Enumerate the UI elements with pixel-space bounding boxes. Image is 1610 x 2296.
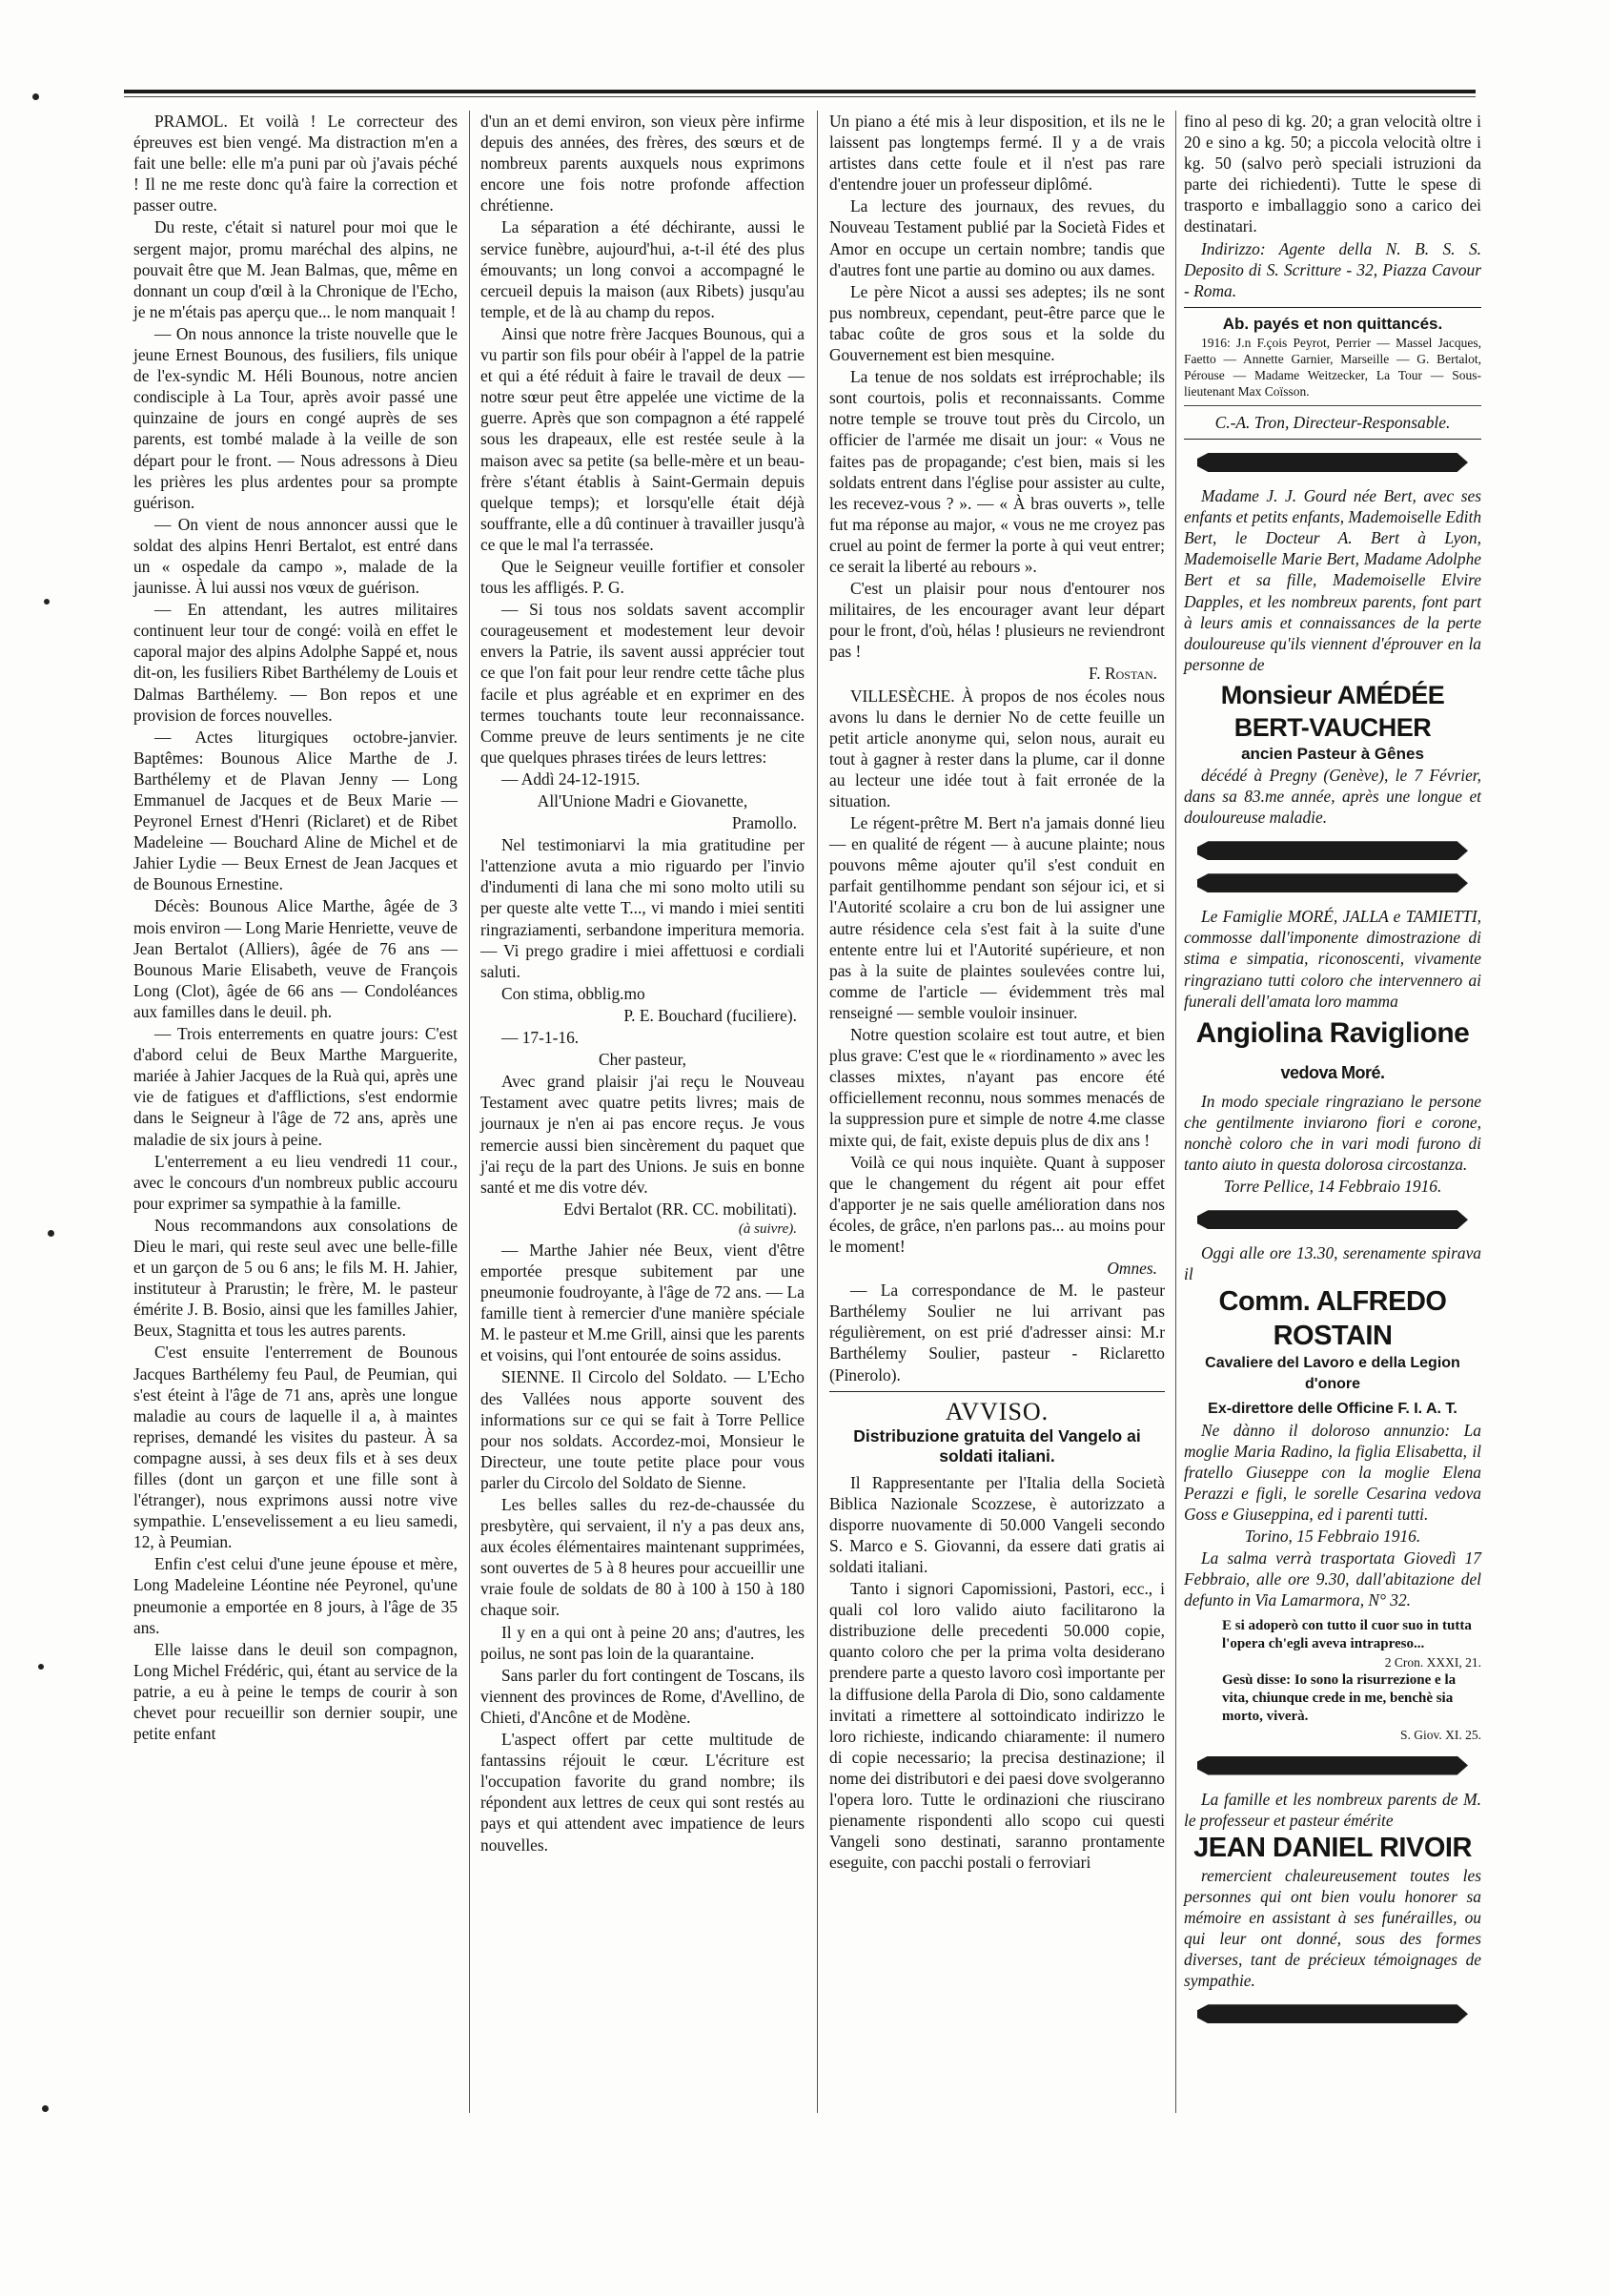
paragraph: — Si tous nos soldats savent accomplir courageusement et modestement leur devoir envers la Patrie, ils savent aussi apprécier tout ce que l'on fait pour leur rendre cette tâche plus facile et plus agréable et en exprimer en des termes touchants toute leur reconnaissance. Comme preuve de leurs sentiments je ne cite que quelques phrases tirées de leurs lettres: [480,600,805,767]
notice-role: ancien Pasteur à Gênes [1241,744,1424,763]
avviso-subtitle: Distribuzione gratuita del Vangelo ai soldati italiani. [853,1425,1141,1466]
margin-speck [48,1230,54,1237]
bible-reference: 2 Cron. XXXI, 21. [1384,1654,1481,1670]
paragraph: Avec grand plaisir j'ai reçu le Nouveau Testament avec quatre petits livres; mais de journaux je n'en ai pas encore reçus. Je vous remercie aussi bien sincèrement du paquet que j'ai reçu de la part des Unions. Je suis en bonne santé et me dis votre dév. [480,1072,805,1197]
notice-funeral: La salma verrà trasportata Giovedì 17 Febbraio, alle ore 9.30, dall'abitazione del defunto in Via Lamarmora, N° 32. [1184,1548,1481,1610]
paragraph: Que le Seigneur veuille fortifier et consoler tous les affligés. P. G. [480,556,805,598]
paragraph: — Marthe Jahier née Beux, vient d'être emportée presque subitement par une pneumonie foudroyante, à l'âge de 72 ans. — La famille tient à remercier d'une manière spéciale M. le pasteur et M.me Grill, ainsi que les parents et voisins, qui l'ont entourée de soins assidus. [480,1240,805,1365]
notice-name: JEAN DANIEL RIVOIR [1193,1832,1472,1863]
margin-speck [38,1664,44,1670]
bible-verse: E si adoperò con tutto il cuor suo in tutta l'opera ch'egli aveva intrapreso... [1222,1617,1472,1651]
paragraph: PRAMOL. Et voilà ! Le correcteur des épreuves est bien vengé. Ma distraction m'en a fait une belle: elle m'a puni par où j'avais péché ! Il ne me reste donc qu'à faire la correction et passer outre. [133,112,458,215]
notice-intro: Madame J. J. Gourd née Bert, avec ses enfants et petits enfants, Mademoiselle Edith Bert, le Docteur A. Bert à Lyon, Mademoiselle Marie Bert, Madame Adolphe Bert et sa fille, Mademoiselle Elvire Dapples, et les nombreux parents, font part à leurs amis et connaissances de la perte douloureuse qu'ils viennent d'éprouver en la personne de [1184,486,1482,674]
section-rule [829,1391,1165,1392]
letter-signature: P. E. Bouchard (fuciliere). [623,1005,797,1025]
to-be-continued: (à suivre). [738,1220,797,1237]
notice-name-suffix: vedova Moré. [1280,1062,1385,1082]
mourning-bar [1197,873,1468,892]
notice-title: Cavaliere del Lavoro e della Legion d'onore [1205,1355,1460,1393]
bible-verse: Gesù disse: Io sono la risurrezione e la vita, chiunque crede in me, benchè sia morto, viverà. [1222,1671,1457,1724]
column-3 [829,111,1165,1873]
notice-body: Ne dànno il doloroso annunzio: La moglie Maria Radino, la figlia Elisabetta, il fratello Giuseppe con la moglie Elena Perazzi e figli, le sorelle Cesarina vedova Goss e Giuseppina, ed i parenti tutti. [1184,1420,1481,1525]
paragraph: Ainsi que notre frère Jacques Bounous, qui a vu partir son fils pour obéir à l'appel de la patrie et qui a été réduit à faire le travail de deux — notre sœur peut être appelée une victime de la guerre. Après que son compagnon a été rappelé sous les drapeaux, elle est restée seule à la maison avec sa petite (sa belle-mère et un beau-frère s'étant établis à Saint-Germain depuis quelque temps); et lorsqu'elle était déjà souffrante, elle a dû continuer à travailler jusqu'à ce que le mal l'a terrassée. [480,323,805,554]
mourning-bar [1197,841,1468,860]
subscriptions-list: 1916: J.n F.çois Peyrot, Perrier — Massel Jacques, Faetto — Annette Garnier, Marseille — G. Bertalot, Pérouse — Madame Weitzecker, La Tour — Sous-lieutenant Max Coïsson. [1184,335,1481,399]
column-divider [1175,111,1176,2113]
paragraph: Tanto i signori Capomissioni, Pastori, ecc., i quali col loro valido aiuto facilitarono la distribuzione delle precedenti 50.000 copie, quanto coloro che per la prima volta desiderano prendere parte a questo lavoro così importante per la diffusione della Parola di Dio, sono caldamente invitati a rimettere al sottoindicato indirizzo le loro richieste, indicando chiaramente: il numero di copie necessario; la precisa destinazione; il nome dei distributori e dei paesi dove svolgeranno l'opera loro. Tutte le ordinazioni che riuscirano pienamente rispondenti allo scopo cui questi Vangeli sono destinati, saranno prontamente eseguite, con pacchi postali o ferroviari [829,1579,1165,1873]
paragraph: Voilà ce qui nous inquiète. Quant à supposer que le changement du régent ait pour effet d'apporter je ne sais quelle amélioration dans nos écoles, de grâce, n'en parlons pas... au moins pour le moment! [829,1152,1165,1256]
letter-closing: Con stima, obblig.mo [501,983,645,1003]
paragraph: Il Rappresentante per l'Italia della Società Biblica Nazionale Scozzese, è autorizzato a disporre nuovamente di 50.000 Vangeli secondo S. Marco e S. Giovanni, da essere dati gratis ai soldati italiani. [829,1472,1165,1576]
letter-salutation: Cher pasteur, [598,1050,687,1070]
avviso-title: AVVISO. [945,1397,1050,1425]
paragraph: Enfin c'est celui d'une jeune épouse et mère, Long Madeleine Léontine née Peyronel, qu'une pneumonie a emportée en 8 jours, à l'âge de 35 ans. [133,1554,458,1637]
address: Indirizzo: Agente della N. B. S. S. Deposito di S. Scritture - 32, Piazza Cavour - Roma. [1184,238,1481,300]
director-line: C.-A. Tron, Directeur-Responsable. [1214,412,1451,432]
notice-role: Ex-direttore delle Officine F. I. A. T. [1208,1400,1457,1417]
margin-speck [32,93,39,100]
notice-name: Comm. ALFREDO ROSTAIN [1218,1286,1447,1352]
section-rule [1184,307,1481,308]
paragraph: Elle laisse dans le deuil son compagnon, Long Michel Frédéric, qui, étant au service de la patrie, a eu à peine le temps de courir à son chevet pour recueillir son dernier soupir, une petite enfant [133,1639,458,1744]
paragraph: Le père Nicot a aussi ses adeptes; ils ne sont pus nombreux, cependant, peut-être parce que le tabac coûte de gros sous et la solde du Gouvernement est bien mesquine. [829,281,1165,365]
mourning-bar [1197,1210,1468,1229]
paragraph: Nel testimoniarvi la mia gratitudine per l'attenzione avuta a mio riguardo per l'invio d'indumenti di lana che mi sono molto utili su per queste alte vette T..., vi mando i miei sentiti ringraziamenti, serbandone imperitura memoria. — Vi prego gradire i miei affettuosi e cordiali saluti. [480,835,805,981]
mourning-bar [1197,1756,1468,1775]
paragraph: La lecture des journaux, des revues, du Nouveau Testament publié par la Società Fides et Amor en occupe un certain nombre; tandis que d'autres font une partie au domino ou aux dames. [829,196,1165,279]
column-1 [133,111,458,1744]
paragraph: C'est ensuite l'enterrement de Bounous Jacques Barthélemy feu Paul, de Peumian, qui s'est éteint à l'âge de 71 ans, après une longue maladie au cours de laquelle il a, à maintes reprises, demandé les visites du pasteur. À sa compagne aussi, à ses deux fils et à ses deux filles (dont un garçon et une fille sont à l'étranger), nous exprimons aussi notre vive sympathie. L'ensevelissement a eu lieu samedi, 12, à Peumian. [133,1343,458,1552]
paragraph: Du reste, c'était si naturel pour moi que le sergent major, promu maréchal des alpins, ne pouvait être que M. Jean Balmas, que, même en donnant un coup d'œil à la Chronique de l'Echo, je ne m'étais pas aperçu que... le nom manquait ! [133,217,458,321]
column-2 [480,111,805,1855]
notice-intro: Le Famiglie MORÉ, JALLA e TAMIETTI, commosse dall'imponente dimostrazione di stima e simpatia, riconoscenti, vivamente ringraziano tutti coloro che intervennero ai funerali dell'amata loro mamma [1184,907,1481,1011]
section-rule [1184,405,1481,406]
notice-tail: décédé à Pregny (Genève), le 7 Février, dans sa 83.me année, après une longue et douloureuse maladie. [1184,765,1481,828]
paragraph: d'un an et demi environ, son vieux père infirme depuis des années, des frères, des sœurs et de nombreux parents auxquels nous exprimons encore une fois notre profonde affection chrétienne. [480,112,805,215]
paragraph: Notre question scolaire est tout autre, et bien plus grave: C'est que le « riordinamento » avec les classes mixtes, n'ayant pas encore été officiellement reconnu, nous sommes menacés de la suppression pure et simple de notre 4.me classe mixte qui, de fait, existe depuis plus de dix ans ! [829,1025,1165,1150]
notice-intro: Oggi alle ore 13.30, serenamente spirava il [1184,1243,1481,1284]
letter-date: — 17-1-16. [501,1028,580,1048]
column-divider [817,111,818,2113]
notice-place: Torre Pellice, 14 Febbraio 1916. [1223,1177,1442,1197]
notice-intro: La famille et les nombreux parents de M. le professeur et pasteur émérite [1184,1789,1481,1830]
paragraph: L'aspect offert par cette multitude de fantassins réjouit le cœur. L'écriture est l'occupation favorite du grand nombre; ils répondent aux lettres de ceux qui sont restés au pays et qui attendent avec impatience de leurs nouvelles. [480,1730,805,1855]
paragraph: Le régent-prêtre M. Bert n'a jamais donné lieu — en qualité de régent — à aucune plainte; nous pouvons même ajouter qu'il s'est conduit en parfait gentilhomme pendant son séjour ici, et si l'Autorité scolaire a cru bon de lui assigner une autre résidence cela s'est fait à la suite d'une entente entre lui et l'Autorité supérieure, et non pas à la suite de plaintes soulevées contre lui, comme de l'article — évidemment très mal renseigné — semble vouloir insinuer. [829,813,1165,1022]
notice-name [1184,1015,1481,1091]
signature: Omnes. [1107,1259,1157,1279]
paragraph: SIENNE. Il Circolo del Soldato. — L'Echo des Vallées nous apporte souvent des informations sur ce qui se fait à Torre Pellice pour nos soldats. Accordez-moi, Monsieur le Directeur, une toute petite place pour vous parler du Circolo del Soldato de Sienne. [480,1367,805,1492]
letter-place: Pramollo. [731,813,797,833]
column-divider [469,111,470,2113]
paragraph: — Trois enterrements en quatre jours: C'est d'abord celui de Beux Marthe Marguerite, mariée à Jahier Jacques de la Ruà qui, après une vie de fatigues et d'afflictions, s'est endormie dans le Seigneur à l'âge de 72 ans, après une maladie de six jours à peine. [133,1024,458,1149]
paragraph: — On vient de nous annoncer aussi que le soldat des alpins Henri Bertalot, est entré dans un « ospedale da campo », malade de la jaunisse. À lui aussi nos vœux de guérison. [133,514,458,598]
margin-speck [44,599,50,605]
notice-name: Monsieur AMÉDÉE BERT-VAUCHER [1220,680,1445,742]
notice-place: Torino, 15 Febbraio 1916. [1244,1527,1421,1547]
letter-addressee: All'Unione Madri e Giovanette, [537,791,748,810]
header-rule [124,90,1476,93]
section-rule [1184,439,1481,440]
paragraph: Sans parler du fort contingent de Toscans, ils viennent des provinces de Rome, d'Avellino, de Chieti, d'Ancône et de Modène. [480,1665,805,1727]
paragraph: C'est un plaisir pour nous d'entourer nos militaires, de les encourager avant leur départ pour le front, d'où, hélas ! plusieurs ne reviendront pas ! [829,579,1165,662]
subscriptions-title: Ab. payés et non quittancés. [1222,314,1443,333]
mourning-bar [1197,453,1468,472]
paragraph: — La correspondance de M. le pasteur Barthélemy Soulier ne lui arrivant pas régulièrement, on est prié d'adresser ainsi: M.r Barthélemy Soulier, pasteur - Riclaretto (Pinerolo). [829,1281,1165,1384]
letter-date: — Addì 24-12-1915. [501,769,641,789]
paragraph: Décès: Bounous Alice Marthe, âgée de 3 mois environ — Long Marie Henriette, veuve de Jean Bertalot (Alliers), âgée de 76 ans — Bounous Marie Elisabeth, veuve de François Long (Clot), âgée de 66 ans — Condoléances aux familles dans le deuil. ph. [133,896,458,1021]
notice-body: remercient chaleureusement toutes les personnes qui ont bien voulu honorer sa mémoire en assistant à ses funérailles, ou qui leur ont donné, sous des formes diverses, tant de précieux témoignages de sympathie. [1184,1865,1481,1991]
paragraph: fino al peso di kg. 20; a gran velocità oltre i 20 e sino a kg. 50; a piccola velocità oltre i kg. 50 (salvo però speciali istruzioni da parte dei richiedenti). Tutte le spese di trasporto e imballaggio sono a carico dei destinatari. [1184,112,1481,236]
paragraph: Nous recommandons aux consolations de Dieu le mari, qui reste seul avec une belle-fille et un garçon de 5 ou 6 ans; le fils M. H. Jahier, instituteur à Prarustin; le frère, M. le pasteur émérite J. B. Bosio, ainsi que les familles Jahier, Beux, Stagnitta et tous les autres parents. [133,1215,458,1341]
notice-body: In modo speciale ringraziano le persone che gentilmente inviarono fiori e corone, nonchè coloro che in vari modi furono di tanto aiuto in questa dolorosa circostanza. [1184,1091,1481,1174]
paragraph: Les belles salles du rez-de-chaussée du presbytère, qui servaient, il n'y a pas deux ans, aux écoles élémentaires maintenant supprimées, sont ouvertes de 5 à 8 heures pour accueillir une vraie foule de soldats de 80 à 100 à 150 à 180 chaque soir. [480,1495,805,1620]
bible-reference: S. Giov. XI. 25. [1399,1727,1481,1742]
column-4 [1184,111,1481,2037]
paragraph: La séparation a été déchirante, aussi le service funèbre, aujourd'hui, a-t-il été des plus émouvants; un long convoi a accompagné le cercueil depuis la maison (aux Ribets) jusqu'au temple, et de là au champ du repos. [480,217,805,321]
paragraph: La tenue de nos soldats est irréprochable; ils sont courtois, polis et reconnaissants. Comme notre temple se trouve tout près du Circolo, un officier de l'armée me disait un jour: « Vous ne faites pas de propagande; c'est bien, mais si les soldats entrent dans l'église pour assister au culte, les recevez-vous ? ». — « À bras ouverts », telle fut ma réponse au major, « vous ne me croyez pas cruel au point de fermer la porte à qui veut entrer; ce serait la liberté au rebours ». [829,367,1165,576]
paragraph: — On nous annonce la triste nouvelle que le jeune Ernest Bounous, des fusiliers, fils unique de l'ex-syndic M. Héli Bounous, notre ancien condisciple à La Tour, après avoir passé une quinzaine de jours en congé auprès de ses parents, est tombé malade à la veille de son départ pour le front. — Nous adressons à Dieu les prières les plus ardentes pour sa prompte guérison. [133,323,458,512]
paragraph: VILLESÈCHE. À propos de nos écoles nous avons lu dans le dernier No de cette feuille un petit article anonyme qui, selon nous, aurait eu tout à gagner à rester dans la plume, car il donne au lecteur une idée tout à fait erronée de la situation. [829,686,1165,810]
header-rule-thin [124,96,1476,97]
paragraph: — En attendant, les autres militaires continuent leur tour de congé: voilà en effet le caporal major des alpins Adolphe Sappé et, nous dit-on, les fusiliers Ribet Barthélemy de Louis et Dalmas Barthélemy. — Bon repos et une provision de forces nouvelles. [133,600,458,725]
paragraph: Un piano a été mis à leur disposition, et ils ne le laissent pas longtemps fermé. Il y a de vrais artistes dans cette foule et il n'est pas rare d'entendre jouer un professeur diplômé. [829,112,1165,195]
mourning-bar [1197,2004,1468,2023]
signature: F. Rostan. [1089,664,1157,684]
paragraph: — Actes liturgiques octobre-janvier. Baptêmes: Bounous Alice Marthe de J. Barthélemy et de Plavan Jenny — Long Emmanuel de Jacques et de Beux Marie — Peyronel Ernest d'Henri (Riclaret) et de Ribet Madeleine — Bouchard Aline de Michel et de Jahier Lydie — Beux Ernest de Jean Jacques et de Bounous Ernestine. [133,727,458,894]
letter-signature: Edvi Bertalot (RR. CC. mobilitati). [563,1199,797,1219]
paragraph: L'enterrement a eu lieu vendredi 11 cour., avec le concours d'un nombreux public accouru pour exprimer sa sympathie à la famille. [133,1151,458,1213]
paragraph: Il y en a qui ont à peine 20 ans; d'autres, les poilus, ne sont pas loin de la quarantaine. [480,1622,805,1663]
notice-name-main: Angiolina Raviglione [1195,1016,1470,1049]
margin-speck [42,2105,49,2112]
